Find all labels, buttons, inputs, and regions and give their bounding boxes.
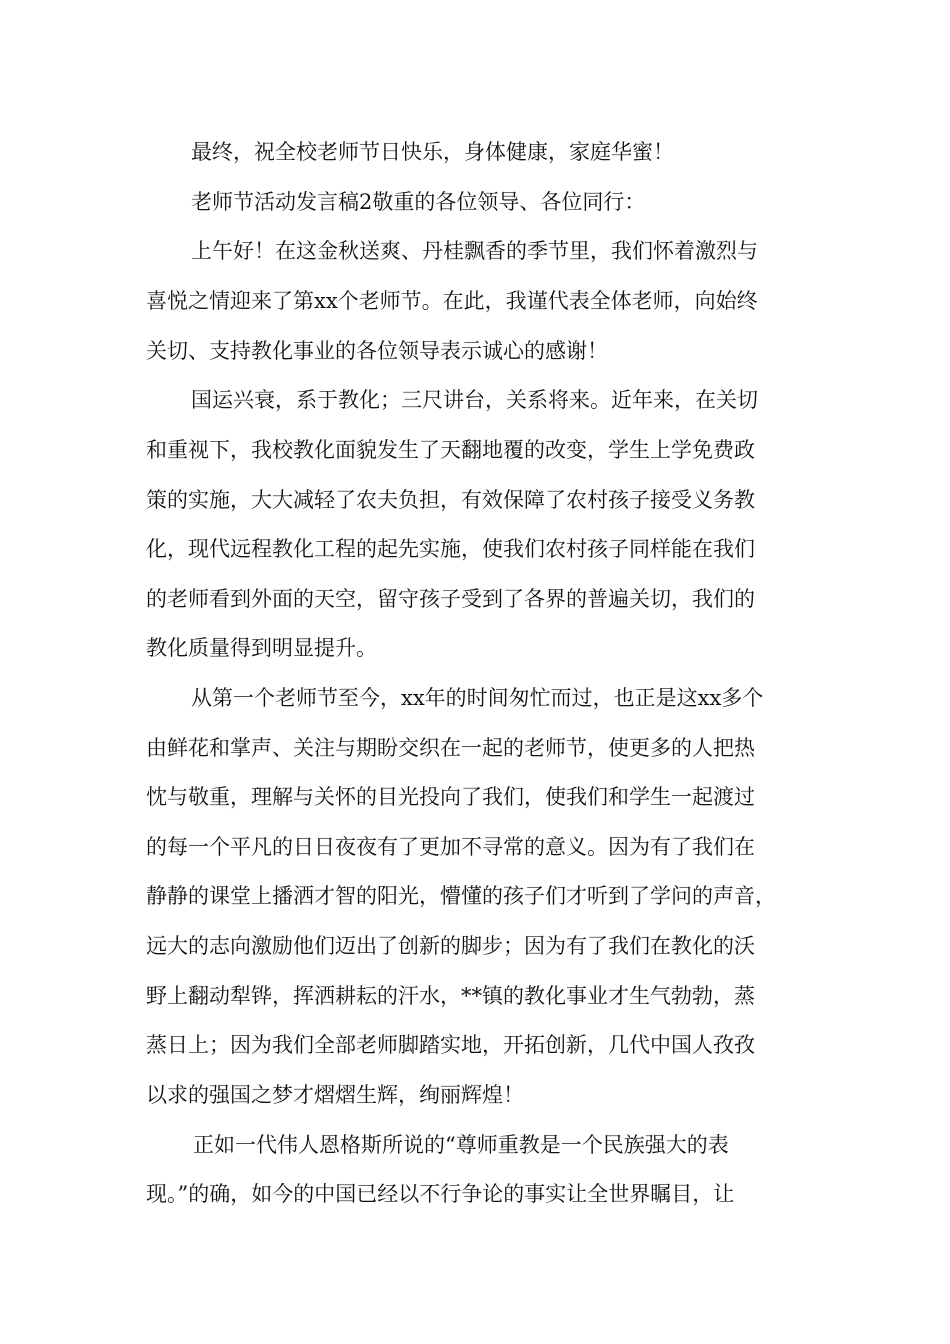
text-line: 以求的强国之梦才熠熠生辉，绚丽辉煌！	[146, 1083, 524, 1107]
text-line: 策的实施，大大减轻了农夫负担，有效保障了农村孩子接受义务教	[146, 488, 755, 512]
text-line: 老师节活动发言稿2敬重的各位领导、各位同行：	[191, 190, 646, 214]
text-line: 教化质量得到明显提升。	[146, 636, 377, 660]
text-line: 忱与敬重，理解与关怀的目光投向了我们，使我们和学生一起渡过	[146, 785, 755, 809]
text-line: 关切、支持教化事业的各位领导表示诚心的感谢！	[146, 339, 608, 363]
text-line: 正如一代伟人恩格斯所说的“尊师重教是一个民族强大的表	[193, 1133, 729, 1157]
text-line: 的老师看到外面的天空，留守孩子受到了各界的普遍关切，我们的	[146, 587, 755, 611]
text-line: 从第一个老师节至今，xx年的时间匆忙而过，也正是这xx多个	[191, 686, 764, 710]
text-line: 上午好！在这金秋送爽、丹桂飘香的季节里，我们怀着激烈与	[191, 239, 758, 263]
text-line: 的每一个平凡的日日夜夜有了更加不寻常的意义。因为有了我们在	[146, 835, 755, 859]
text-line: 和重视下，我校教化面貌发生了天翻地覆的改变，学生上学免费政	[146, 438, 755, 462]
text-line: 蒸日上；因为我们全部老师脚踏实地，开拓创新，几代中国人孜孜	[146, 1033, 755, 1057]
text-line: 化，现代远程教化工程的起先实施，使我们农村孩子同样能在我们	[146, 537, 755, 561]
text-line: 喜悦之情迎来了第xx个老师节。在此，我谨代表全体老师，向始终	[146, 289, 758, 313]
text-line: 国运兴衰，系于教化；三尺讲台，关系将来。近年来，在关切	[191, 388, 758, 412]
text-line: 现。”的确，如今的中国已经以不行争论的事实让全世界瞩目，让	[146, 1182, 735, 1206]
text-line: 远大的志向激励他们迈出了创新的脚步；因为有了我们在教化的沃	[146, 934, 755, 958]
text-line: 由鲜花和掌声、关注与期盼交织在一起的老师节，使更多的人把热	[146, 736, 755, 760]
text-line: 最终，祝全校老师节日快乐，身体健康，家庭华蜜！	[191, 140, 674, 164]
text-line: 静静的课堂上播洒才智的阳光，懵懂的孩子们才听到了学问的声音，	[146, 884, 776, 908]
text-line: 野上翻动犁铧，挥洒耕耘的汗水，**镇的教化事业才生气勃勃，蒸	[146, 984, 755, 1008]
